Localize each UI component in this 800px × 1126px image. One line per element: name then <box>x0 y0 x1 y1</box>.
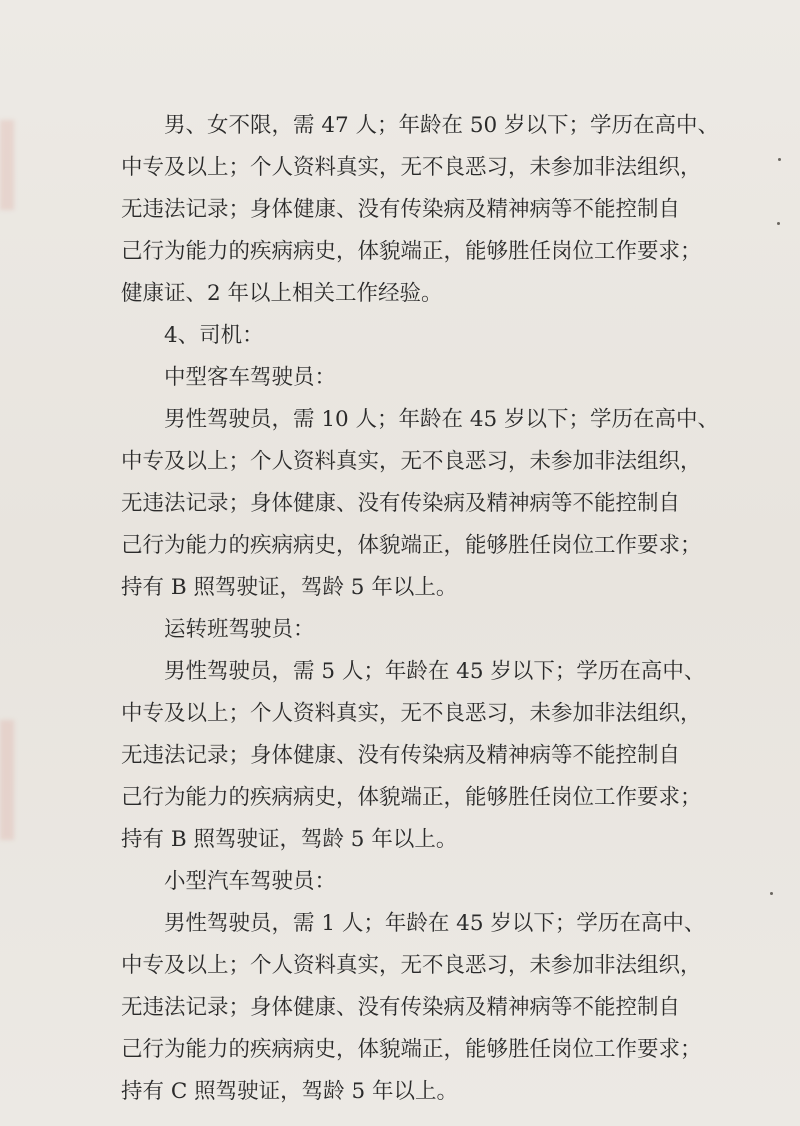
paragraph-line: 己行为能力的疾病病史，体貌端正，能够胜任岗位工作要求； <box>121 785 702 810</box>
subsection-heading: 小型汽车驾驶员： <box>164 869 337 894</box>
paragraph-line: 男性驾驶员，需 10 人；年龄在 45 岁以下；学历在高中、 <box>164 407 720 432</box>
paragraph-line: 健康证、2 年以上相关工作经验。 <box>121 281 443 306</box>
paragraph-line: 持有 C 照驾驶证，驾龄 5 年以上。 <box>121 1079 458 1104</box>
paragraph-line: 中专及以上；个人资料真实，无不良恶习，未参加非法组织， <box>121 701 702 726</box>
subsection-heading: 运转班驾驶员： <box>164 617 315 642</box>
paragraph-line: 男、女不限，需 47 人；年龄在 50 岁以下；学历在高中、 <box>164 113 720 138</box>
section-heading: 4、司机： <box>164 323 264 348</box>
subsection-heading: 中型客车驾驶员： <box>164 365 337 390</box>
paragraph-line: 无违法记录；身体健康、没有传染病及精神病等不能控制自 <box>121 491 681 516</box>
paragraph-line: 无违法记录；身体健康、没有传染病及精神病等不能控制自 <box>121 197 681 222</box>
paragraph-line: 持有 B 照驾驶证，驾龄 5 年以上。 <box>121 827 458 852</box>
paragraph-line: 中专及以上；个人资料真实，无不良恶习，未参加非法组织， <box>121 449 702 474</box>
paragraph-line: 男性驾驶员，需 1 人；年龄在 45 岁以下；学历在高中、 <box>164 911 706 936</box>
paragraph-line: 无违法记录；身体健康、没有传染病及精神病等不能控制自 <box>121 743 681 768</box>
paragraph-line: 中专及以上；个人资料真实，无不良恶习，未参加非法组织， <box>121 155 702 180</box>
paragraph-line: 己行为能力的疾病病史，体貌端正，能够胜任岗位工作要求； <box>121 1037 702 1062</box>
paragraph-line: 己行为能力的疾病病史，体貌端正，能够胜任岗位工作要求； <box>121 533 702 558</box>
paragraph-line: 持有 B 照驾驶证，驾龄 5 年以上。 <box>121 575 458 600</box>
paragraph-line: 中专及以上；个人资料真实，无不良恶习，未参加非法组织， <box>121 953 702 978</box>
paragraph-line: 己行为能力的疾病病史，体貌端正，能够胜任岗位工作要求； <box>121 239 702 264</box>
paragraph-line: 无违法记录；身体健康、没有传染病及精神病等不能控制自 <box>121 995 681 1020</box>
paragraph-line: 男性驾驶员，需 5 人；年龄在 45 岁以下；学历在高中、 <box>164 659 706 684</box>
